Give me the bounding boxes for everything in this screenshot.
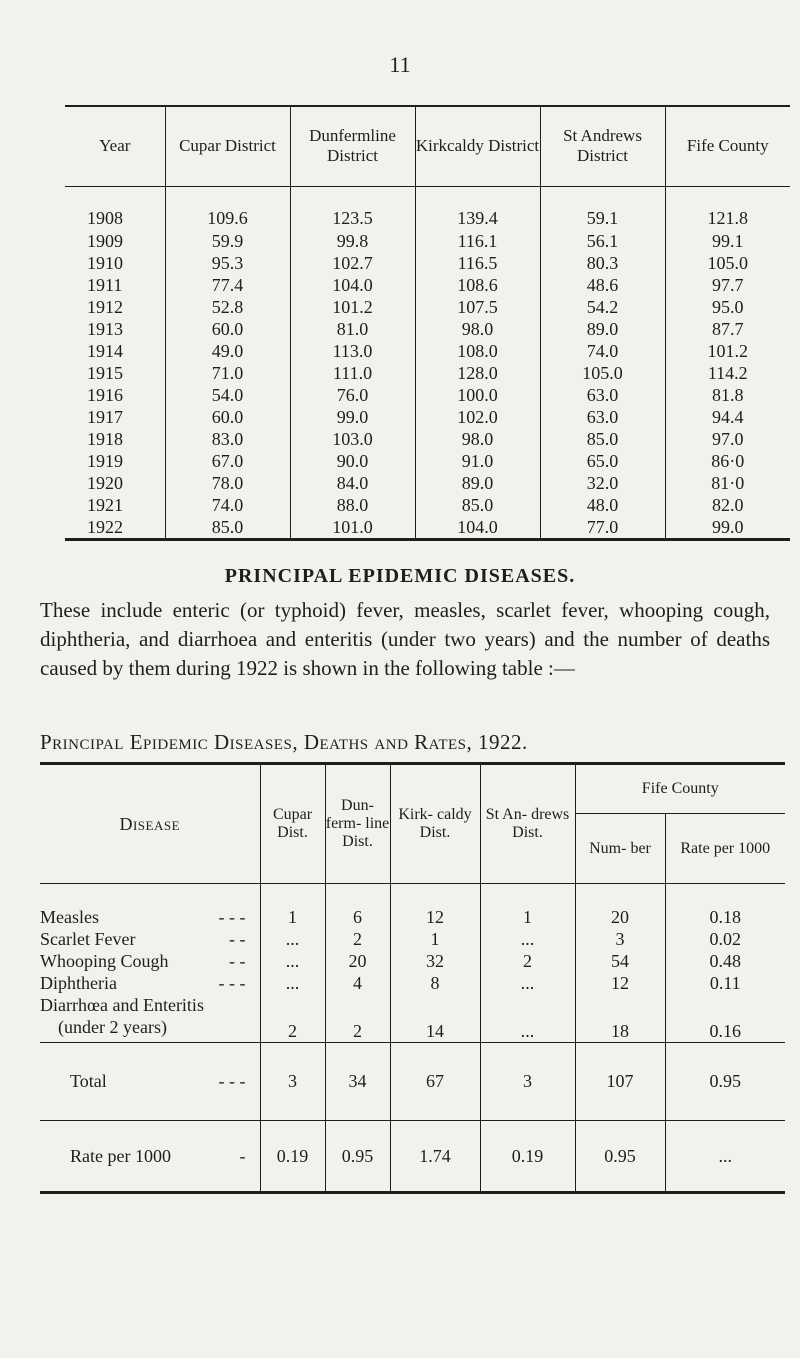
cell-dunfermline: 4 xyxy=(325,972,390,994)
cell-dunfermline: 34 xyxy=(325,1042,390,1120)
col-header-st-andrews: St Andrews District xyxy=(540,106,665,186)
cell-fife-county: 86·0 xyxy=(665,450,790,472)
cell-st-andrews: ... xyxy=(480,972,575,994)
cell-fife-county: 87.7 xyxy=(665,318,790,340)
cell-kirkcaldy: 1.74 xyxy=(390,1120,480,1192)
cell-year: 1908 xyxy=(87,208,123,229)
cell-kirkcaldy: 67 xyxy=(390,1042,480,1120)
table2-caption: Principal Epidemic Diseases, Deaths and Rates, 1922. xyxy=(40,730,528,754)
cell-kirkcaldy: 14 xyxy=(390,994,480,1042)
row-label xyxy=(40,928,260,950)
row-label xyxy=(40,884,260,929)
cell-fife-county: 105.0 xyxy=(665,252,790,274)
table1-body xyxy=(65,186,790,540)
cell-cupar: ... xyxy=(260,928,325,950)
cell-cupar: 52.8 xyxy=(165,296,290,318)
cell-cupar: 2 xyxy=(260,994,325,1042)
cell-cupar: 1 xyxy=(260,884,325,929)
cell-rate: 0.95 xyxy=(665,1042,785,1120)
cell-cupar: 0.19 xyxy=(260,1120,325,1192)
cell-fife-county: 82.0 xyxy=(665,494,790,516)
cell-st-andrews: 54.2 xyxy=(540,296,665,318)
cell-rate: 0.48 xyxy=(665,950,785,972)
leader-dashes: - xyxy=(239,1145,246,1166)
table-row xyxy=(40,972,785,994)
cell-kirkcaldy: 12 xyxy=(390,884,480,929)
cell-year: 1913 xyxy=(87,319,123,339)
cell-cupar: 83.0 xyxy=(165,428,290,450)
cell-number: 107 xyxy=(575,1042,665,1120)
cell-dunfermline: 111.0 xyxy=(290,362,415,384)
cell-dunfermline: 90.0 xyxy=(290,450,415,472)
cell-number: 20 xyxy=(575,884,665,929)
cell-kirkcaldy: 108.6 xyxy=(415,274,540,296)
cell-kirkcaldy: 98.0 xyxy=(415,318,540,340)
cell-dunfermline: 103.0 xyxy=(290,428,415,450)
cell-dunfermline: 88.0 xyxy=(290,494,415,516)
cell-kirkcaldy: 104.0 xyxy=(415,516,540,540)
cell-year: 1922 xyxy=(65,516,165,540)
cell-dunfermline: 2 xyxy=(325,928,390,950)
cell-cupar: 59.9 xyxy=(165,230,290,252)
cell-kirkcaldy: 107.5 xyxy=(415,296,540,318)
cell-dunfermline: 20 xyxy=(325,950,390,972)
leader-dashes: - - - xyxy=(218,973,246,993)
cell-year: 1920 xyxy=(87,473,123,493)
cell-fife-county: 94.4 xyxy=(665,406,790,428)
cell-year: 1916 xyxy=(87,385,123,405)
table-row xyxy=(65,450,790,472)
cell-kirkcaldy: 116.5 xyxy=(415,252,540,274)
leader-dashes: - - - xyxy=(218,907,246,927)
cell-rate: 0.18 xyxy=(665,884,785,929)
table-row xyxy=(40,994,785,1042)
cell-st-andrews: 77.0 xyxy=(540,516,665,540)
cell-cupar: 3 xyxy=(260,1042,325,1120)
table-row xyxy=(65,472,790,494)
cell-cupar: 54.0 xyxy=(165,384,290,406)
row-label xyxy=(40,1120,260,1192)
cell-fife-county: 99.0 xyxy=(665,516,790,540)
cell-year: 1917 xyxy=(87,407,123,427)
cell-st-andrews: 74.0 xyxy=(540,340,665,362)
cell-kirkcaldy: 139.4 xyxy=(415,186,540,230)
row-label xyxy=(40,994,260,1042)
cell-fife-county: 114.2 xyxy=(665,362,790,384)
table-row xyxy=(65,230,790,252)
intro-paragraph: These include enteric (or typhoid) fever, measles, scarlet fever, whooping cough, diphtheria, and diarrhoea and enteritis (under two years) and the number of deaths caused by them during 1922 is shown in the following table :— xyxy=(40,598,770,680)
cell-fife-county: 101.2 xyxy=(665,340,790,362)
cell-dunfermline: 113.0 xyxy=(290,340,415,362)
row-label xyxy=(40,1042,260,1120)
cell-kirkcaldy: 1 xyxy=(390,928,480,950)
table-row xyxy=(65,252,790,274)
table-row xyxy=(65,318,790,340)
table-row xyxy=(65,384,790,406)
cell-year: 1914 xyxy=(87,341,123,361)
cell-year: 1915 xyxy=(87,363,123,383)
table-row xyxy=(65,340,790,362)
rate-per-1000-row xyxy=(40,1120,785,1192)
col-header-dunfermline: Dunfermline District xyxy=(290,106,415,186)
cell-dunfermline: 123.5 xyxy=(290,186,415,230)
cell-st-andrews: 59.1 xyxy=(540,186,665,230)
cell-year: 1912 xyxy=(87,297,123,317)
cell-cupar: 74.0 xyxy=(165,494,290,516)
cell-cupar: 49.0 xyxy=(165,340,290,362)
cell-kirkcaldy: 91.0 xyxy=(415,450,540,472)
cell-cupar: 95.3 xyxy=(165,252,290,274)
cell-st-andrews: 0.19 xyxy=(480,1120,575,1192)
cell-number: 12 xyxy=(575,972,665,994)
cell-dunfermline: 101.2 xyxy=(290,296,415,318)
col-header-rate: Rate per 1000 xyxy=(665,814,785,884)
cell-st-andrews: 1 xyxy=(480,884,575,929)
row-label xyxy=(40,950,260,972)
disease-name: Measles xyxy=(40,907,99,927)
cell-kirkcaldy: 32 xyxy=(390,950,480,972)
cell-rate: 0.02 xyxy=(665,928,785,950)
cell-cupar: 60.0 xyxy=(165,406,290,428)
col-header-fife-county: Fife County xyxy=(665,106,790,186)
cell-st-andrews: 63.0 xyxy=(540,384,665,406)
cell-cupar: 60.0 xyxy=(165,318,290,340)
table-row xyxy=(65,428,790,450)
table-row xyxy=(40,928,785,950)
cell-dunfermline: 104.0 xyxy=(290,274,415,296)
cell-st-andrews: 63.0 xyxy=(540,406,665,428)
cell-year: 1918 xyxy=(87,429,123,449)
table-row xyxy=(65,406,790,428)
cell-number: 3 xyxy=(575,928,665,950)
disease-name: Whooping Cough xyxy=(40,951,169,971)
cell-fife-county: 81·0 xyxy=(665,472,790,494)
disease-name-line2: (under 2 years) xyxy=(58,1017,167,1037)
cell-cupar: 71.0 xyxy=(165,362,290,384)
cell-st-andrews: 105.0 xyxy=(540,362,665,384)
table-row xyxy=(40,950,785,972)
cell-kirkcaldy: 8 xyxy=(390,972,480,994)
col-header-disease: Disease xyxy=(40,764,260,884)
cell-st-andrews: 3 xyxy=(480,1042,575,1120)
table-row xyxy=(65,516,790,540)
cell-number: 18 xyxy=(575,994,665,1042)
cell-year: 1919 xyxy=(87,451,123,471)
table-row xyxy=(65,186,790,230)
table-row xyxy=(65,296,790,318)
district-rates-table xyxy=(65,105,790,541)
cell-st-andrews: 80.3 xyxy=(540,252,665,274)
cell-st-andrews: 48.6 xyxy=(540,274,665,296)
cell-dunfermline: 76.0 xyxy=(290,384,415,406)
cell-dunfermline: 101.0 xyxy=(290,516,415,540)
cell-cupar: ... xyxy=(260,972,325,994)
disease-name: Diarrhœa and Enteritis xyxy=(40,995,204,1015)
cell-kirkcaldy: 108.0 xyxy=(415,340,540,362)
col-header-year: Year xyxy=(65,106,165,186)
col-header-st-andrews-dist: St An- drews Dist. xyxy=(480,764,575,884)
page-number: 11 xyxy=(389,52,411,77)
cell-dunfermline: 2 xyxy=(325,994,390,1042)
cell-st-andrews: 48.0 xyxy=(540,494,665,516)
cell-kirkcaldy: 89.0 xyxy=(415,472,540,494)
disease-name: Scarlet Fever xyxy=(40,929,136,949)
col-header-cupar: Cupar District xyxy=(165,106,290,186)
col-header-fife-county-group: Fife County xyxy=(575,764,785,814)
cell-st-andrews: 85.0 xyxy=(540,428,665,450)
col-header-dunfermline-dist: Dun- ferm- line Dist. xyxy=(325,764,390,884)
table-row xyxy=(40,884,785,929)
cell-number: 0.95 xyxy=(575,1120,665,1192)
cell-year: 1910 xyxy=(87,253,123,273)
disease-name: Diphtheria xyxy=(40,973,117,993)
cell-dunfermline: 6 xyxy=(325,884,390,929)
rate-label: Rate per 1000 xyxy=(70,1145,171,1166)
cell-st-andrews: ... xyxy=(480,928,575,950)
col-header-number: Num- ber xyxy=(575,814,665,884)
total-row xyxy=(40,1042,785,1120)
cell-st-andrews: 56.1 xyxy=(540,230,665,252)
cell-cupar: 85.0 xyxy=(165,516,290,540)
cell-st-andrews: 2 xyxy=(480,950,575,972)
col-header-kirkcaldy-dist: Kirk- caldy Dist. xyxy=(390,764,480,884)
cell-dunfermline: 99.0 xyxy=(290,406,415,428)
leader-dashes: - - xyxy=(229,929,246,949)
cell-cupar: 109.6 xyxy=(165,186,290,230)
cell-st-andrews: ... xyxy=(480,994,575,1042)
table1-header-row xyxy=(65,106,790,186)
col-header-cupar-dist: Cupar Dist. xyxy=(260,764,325,884)
col-header-kirkcaldy: Kirkcaldy District xyxy=(415,106,540,186)
cell-fife-county: 99.1 xyxy=(665,230,790,252)
cell-dunfermline: 84.0 xyxy=(290,472,415,494)
cell-year: 1909 xyxy=(87,231,123,251)
cell-kirkcaldy: 128.0 xyxy=(415,362,540,384)
cell-dunfermline: 102.7 xyxy=(290,252,415,274)
cell-rate: 0.16 xyxy=(665,994,785,1042)
total-label: Total xyxy=(70,1071,107,1091)
table-row xyxy=(65,494,790,516)
cell-kirkcaldy: 116.1 xyxy=(415,230,540,252)
cell-cupar: ... xyxy=(260,950,325,972)
cell-dunfermline: 99.8 xyxy=(290,230,415,252)
cell-rate: ... xyxy=(665,1120,785,1192)
cell-st-andrews: 32.0 xyxy=(540,472,665,494)
leader-dashes: - - xyxy=(229,951,246,971)
leader-dashes: - - - xyxy=(218,1071,246,1091)
cell-fife-county: 97.7 xyxy=(665,274,790,296)
cell-st-andrews: 65.0 xyxy=(540,450,665,472)
cell-cupar: 67.0 xyxy=(165,450,290,472)
cell-st-andrews: 89.0 xyxy=(540,318,665,340)
cell-fife-county: 81.8 xyxy=(665,384,790,406)
cell-dunfermline: 81.0 xyxy=(290,318,415,340)
cell-kirkcaldy: 85.0 xyxy=(415,494,540,516)
cell-kirkcaldy: 102.0 xyxy=(415,406,540,428)
row-label xyxy=(40,972,260,994)
cell-kirkcaldy: 100.0 xyxy=(415,384,540,406)
cell-fife-county: 95.0 xyxy=(665,296,790,318)
cell-year: 1921 xyxy=(87,495,123,515)
cell-number: 54 xyxy=(575,950,665,972)
cell-fife-county: 97.0 xyxy=(665,428,790,450)
cell-cupar: 77.4 xyxy=(165,274,290,296)
cell-dunfermline: 0.95 xyxy=(325,1120,390,1192)
section-heading: PRINCIPAL EPIDEMIC DISEASES. xyxy=(224,565,576,587)
epidemic-diseases-table xyxy=(40,762,785,1194)
table-row xyxy=(65,274,790,296)
cell-fife-county: 121.8 xyxy=(665,186,790,230)
cell-year: 1911 xyxy=(87,275,123,295)
cell-rate: 0.11 xyxy=(665,972,785,994)
table-row xyxy=(65,362,790,384)
table2-header-row xyxy=(40,764,785,814)
cell-kirkcaldy: 98.0 xyxy=(415,428,540,450)
cell-cupar: 78.0 xyxy=(165,472,290,494)
